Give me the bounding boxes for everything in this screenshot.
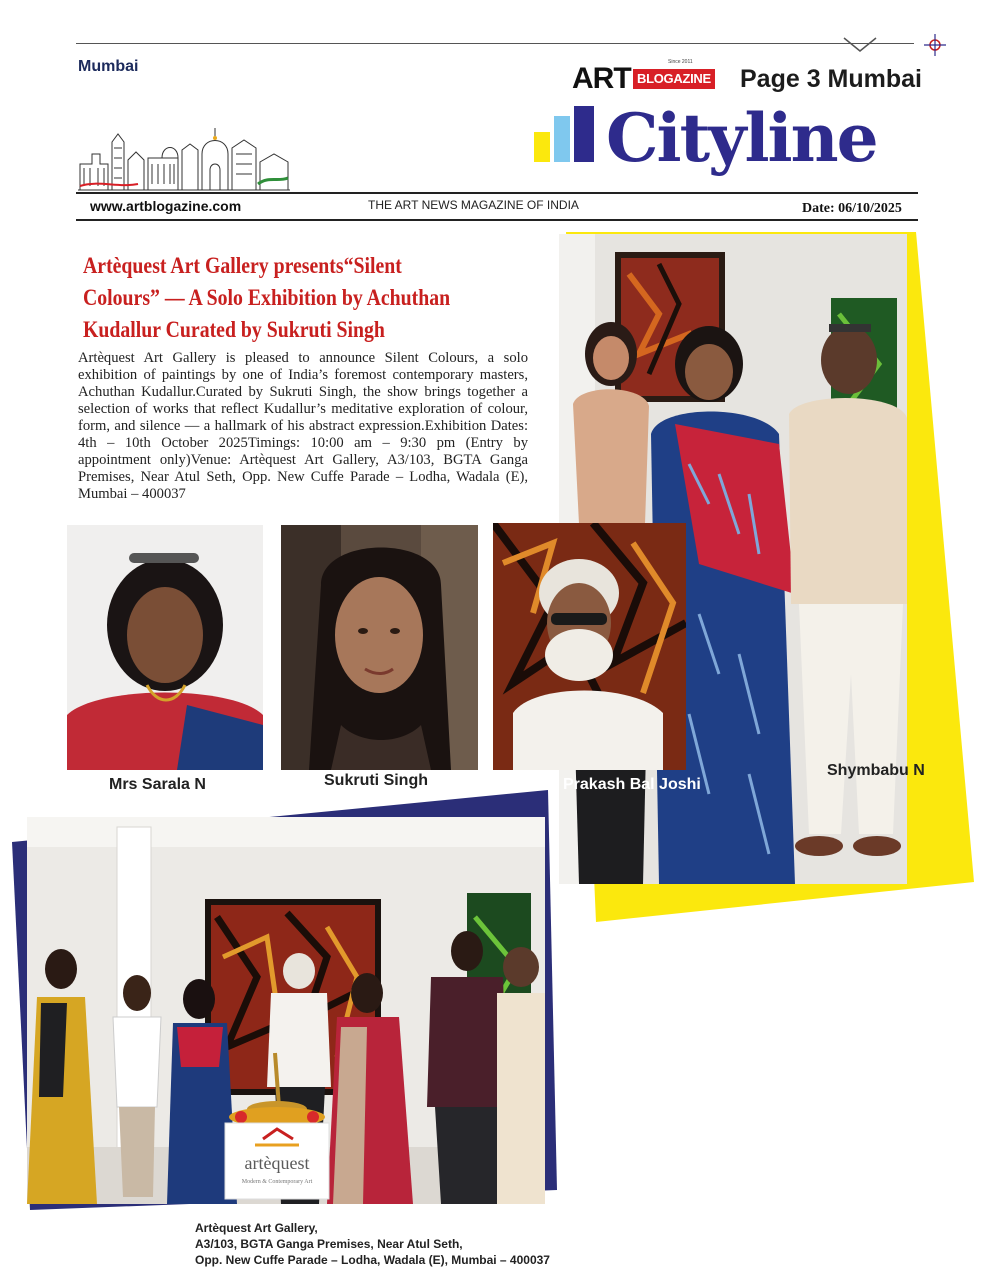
- caption-shymbabu: Shymbabu N: [827, 762, 925, 779]
- gallery-address: [195, 1220, 550, 1268]
- cityline-logo: Cityline: [606, 99, 877, 177]
- crosshair-icon: [924, 34, 946, 56]
- caption-prakash: Prakash Bal Joshi: [563, 776, 701, 793]
- mumbai-skyline-illustration: [78, 124, 290, 192]
- magazine-tagline: THE ART NEWS MAGAZINE OF INDIA: [368, 198, 579, 212]
- event-photo: [27, 817, 545, 1204]
- city-label: Mumbai: [78, 58, 139, 75]
- cityline-bars-icon: [534, 106, 600, 162]
- header-rule-bottom: [76, 219, 918, 221]
- header-rule-top: [76, 192, 918, 194]
- caption-sukruti: Sukruti Singh: [324, 772, 428, 789]
- gallery-logo-sub: Modern & Contemporary Art: [241, 1179, 313, 1185]
- gallery-logo-text: artèquest: [244, 1153, 310, 1173]
- article-headline: Artèquest Art Gallery presents“Silent Colours” — A Solo Exhibition by Achuthan Kudallur Curated by Sukruti Singh: [83, 253, 451, 342]
- address-line: Artèquest Art Gallery,: [195, 1221, 318, 1235]
- issue-date: Date: 06/10/2025: [802, 201, 902, 216]
- portrait-sarala: [67, 525, 263, 770]
- top-rule: [76, 43, 914, 44]
- article-body: Artèquest Art Gallery is pleased to announce Silent Colours, a solo exhibition of paintings by one of India’s foremost contemporary masters, Achuthan Kudallur.Curated by Sukruti Singh, the show brings together a selection of works that reflect Kudallur’s meditative exploration of colour, form, and silence — a hallmark of his abstract expression.Exhibition Dates: 4th – 10th October 2025Timings: 10:00 am – 9:30 pm (Entry by appointment only)Venue: Artèquest Art Gallery, A3/103, BGTA Ganga Premises, Near Atul Seth, Opp. New Cuffe Parade – Lodha, Wadala (E), Mumbai – 400037: [78, 350, 528, 502]
- portrait-sukruti: [281, 525, 478, 770]
- address-line: Opp. New Cuffe Parade – Lodha, Wadala (E), Mumbai – 400037: [195, 1253, 550, 1267]
- portrait-prakash: [493, 523, 686, 770]
- notch-mark: [842, 36, 878, 54]
- page-label: Page 3 Mumbai: [740, 65, 922, 93]
- brand-blogazine: BLOGAZINE: [633, 69, 715, 89]
- website-link[interactable]: www.artblogazine.com: [90, 198, 242, 214]
- caption-sarala: Mrs Sarala N: [109, 776, 206, 793]
- brand-small: Since 2011: [668, 59, 693, 65]
- brand-art: ART: [572, 62, 631, 95]
- address-line: A3/103, BGTA Ganga Premises, Near Atul Seth,: [195, 1237, 463, 1251]
